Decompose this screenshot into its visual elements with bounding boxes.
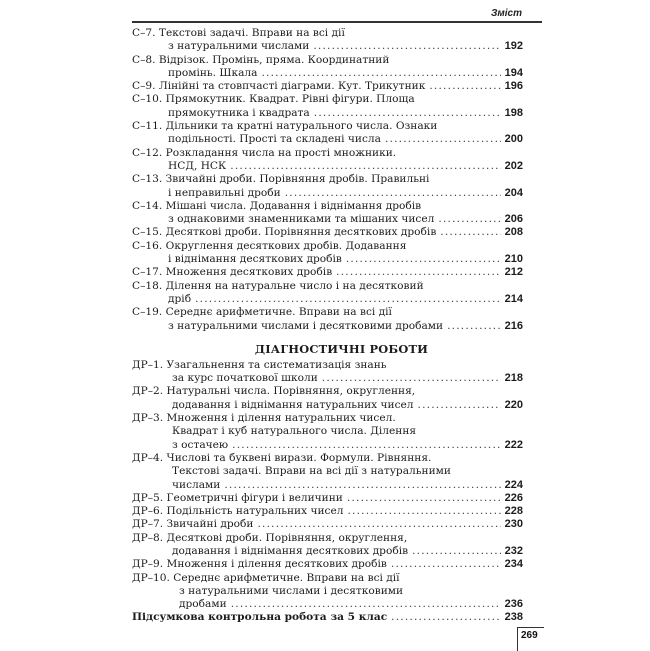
toc-entry-title: Множення і ділення десяткових дробів xyxy=(166,558,387,571)
toc-entry-title: Десяткові дроби. Порівняння десяткових дробів xyxy=(165,226,437,239)
toc-entry-label: С–11. xyxy=(132,120,163,133)
toc-entry[interactable] xyxy=(132,120,523,147)
dot-leader xyxy=(230,160,500,173)
toc-entry[interactable] xyxy=(132,572,523,612)
dot-leader xyxy=(447,320,501,333)
toc-entry[interactable] xyxy=(132,226,523,239)
dot-leader xyxy=(231,598,501,611)
toc-entry-title: Ділення на натуральне число і на десятковий xyxy=(165,279,424,292)
toc-page-number[interactable]: 216 xyxy=(504,319,523,332)
toc-entry-label: ДР–10. xyxy=(132,571,170,584)
dot-leader xyxy=(346,253,501,266)
toc-entry-label: ДР–2. xyxy=(132,385,164,398)
toc-entry-line xyxy=(132,160,523,173)
toc-entry-line xyxy=(132,412,523,425)
toc-entry-line xyxy=(132,439,523,452)
toc-entry-label: ДР–5. xyxy=(132,491,164,504)
toc-entry-line xyxy=(132,173,523,186)
dot-leader xyxy=(440,226,500,239)
toc-entry-label: С–18. xyxy=(132,279,163,292)
dot-leader xyxy=(224,479,500,492)
toc-entry-line xyxy=(132,372,523,385)
toc-entry-title: Натуральні числа. Порівняння, округлення, xyxy=(166,385,416,398)
toc-page-number[interactable]: 210 xyxy=(504,253,523,266)
toc-entry-title: з натуральними числами і десятковими xyxy=(179,584,404,597)
header-rule xyxy=(132,21,542,23)
toc-page-number[interactable]: 238 xyxy=(504,611,523,624)
toc-entry-title: Звичайні дроби xyxy=(166,518,254,531)
toc-entry-label: С–10. xyxy=(132,93,163,106)
toc-entry-title: Підсумкова контрольна робота за 5 клас xyxy=(132,611,388,624)
toc-page-number[interactable]: 220 xyxy=(504,398,523,411)
dot-leader xyxy=(412,545,501,558)
toc-entry-label: С–19. xyxy=(132,306,163,319)
toc-entry-line xyxy=(132,147,523,160)
toc-entry-line xyxy=(132,465,523,478)
toc-entry-line xyxy=(132,27,523,40)
toc-page-number[interactable]: 206 xyxy=(504,213,523,226)
toc-entry-title: за курс початкової школи xyxy=(172,372,318,385)
toc-entry-line xyxy=(132,120,523,133)
toc-entry-label: ДР–6. xyxy=(132,505,164,518)
dot-leader xyxy=(313,40,500,53)
toc-entry-line xyxy=(132,240,523,253)
dot-leader xyxy=(336,266,500,279)
toc-entry-line xyxy=(132,93,523,106)
toc-entry[interactable] xyxy=(132,54,523,81)
toc-entry[interactable] xyxy=(132,558,523,571)
toc-entry-line xyxy=(132,452,523,465)
dot-leader xyxy=(438,213,500,226)
toc-entry-line xyxy=(132,545,523,558)
toc-page-number[interactable]: 194 xyxy=(504,66,523,79)
toc-entry-line xyxy=(132,598,523,611)
toc-entry[interactable] xyxy=(132,412,523,452)
toc-entry-title: прямокутника і квадрата xyxy=(168,106,310,119)
toc-page-number[interactable]: 192 xyxy=(504,40,523,53)
page-number-box xyxy=(517,627,544,651)
toc-entry-title: дріб xyxy=(168,292,192,305)
toc-entry-line xyxy=(132,133,523,146)
toc-entry-title: з натуральними числами і десятковими дробами xyxy=(168,319,444,332)
toc-entry[interactable] xyxy=(132,306,523,333)
toc-entry-title: числами xyxy=(172,478,221,491)
toc-page-number[interactable]: 228 xyxy=(504,505,523,518)
toc-entry-title: Прямокутник. Квадрат. Рівні фігури. Площа xyxy=(165,93,415,106)
toc-entry[interactable] xyxy=(132,173,523,200)
toc-entry-title: Розкладання числа на прості множники. xyxy=(165,146,397,159)
dot-leader xyxy=(314,107,501,120)
toc-entry-title: Подільність натуральних чисел xyxy=(166,505,344,518)
dot-leader xyxy=(418,399,501,412)
toc-entry-label: ДР–4. xyxy=(132,451,164,464)
toc-entry[interactable] xyxy=(132,280,523,307)
toc-entry-title: додавання і віднімання десяткових дробів xyxy=(172,544,409,557)
toc-entry[interactable] xyxy=(132,200,523,227)
page-number: 269 xyxy=(521,630,538,641)
toc-page-number[interactable]: 196 xyxy=(504,80,523,93)
toc-entry-label: ДР–3. xyxy=(132,412,164,425)
table-of-contents xyxy=(132,27,523,625)
toc-entry-title: з остачею xyxy=(172,438,229,451)
toc-entry-line xyxy=(132,306,523,319)
toc-page-number[interactable]: 218 xyxy=(504,372,523,385)
toc-entry-title: Множення десяткових дробів xyxy=(165,266,333,279)
toc-entry[interactable] xyxy=(132,93,523,120)
toc-entry-line xyxy=(132,479,523,492)
toc-entry[interactable] xyxy=(132,359,523,386)
toc-entry-title: дробами xyxy=(179,598,227,611)
toc-entry-line xyxy=(132,40,523,53)
toc-entry-line xyxy=(132,399,523,412)
toc-page-number[interactable]: 200 xyxy=(504,133,523,146)
toc-page-number[interactable]: 222 xyxy=(504,438,523,451)
toc-entry-line xyxy=(132,585,523,598)
toc-entry-label: С–7. xyxy=(132,27,156,39)
toc-entry-label: С–17. xyxy=(132,266,163,279)
toc-entry-line xyxy=(132,505,523,518)
toc-entry-title: Округлення десяткових дробів. Додавання xyxy=(165,239,407,252)
toc-entry-title: Текстові задачі. Вправи на всі дії з натуральними xyxy=(172,465,451,478)
toc-entry-title: НСД, НСК xyxy=(168,159,227,172)
toc-entry-line xyxy=(132,518,523,531)
toc-entry-label: ДР–9. xyxy=(132,558,164,571)
dot-leader xyxy=(391,558,501,571)
toc-entry-line xyxy=(132,187,523,200)
toc-entry-label: С–16. xyxy=(132,239,163,252)
toc-page-number[interactable]: 226 xyxy=(504,491,523,504)
toc-entry-line xyxy=(132,425,523,438)
toc-entry-title: промінь. Шкала xyxy=(168,66,258,79)
toc-page-number[interactable]: 202 xyxy=(504,159,523,172)
toc-entry-line xyxy=(132,107,523,120)
toc-entry-line xyxy=(132,558,523,571)
toc-entry-line xyxy=(132,200,523,213)
dot-leader xyxy=(285,187,501,200)
toc-page-number[interactable]: 208 xyxy=(504,226,523,239)
toc-entry-title: Середнє арифметичне. Вправи на всі дії xyxy=(173,571,400,584)
toc-entry-title: Дільники та кратні натурального числа. Ознаки xyxy=(165,120,438,133)
section-heading: ДІАГНОСТИЧНІ РОБОТИ xyxy=(254,341,429,356)
toc-entry[interactable] xyxy=(132,80,523,93)
toc-entry-line xyxy=(132,320,523,333)
toc-entry-final[interactable] xyxy=(132,611,523,624)
dot-leader xyxy=(347,492,501,505)
dot-leader xyxy=(232,439,501,452)
toc-entry-line xyxy=(132,492,523,505)
toc-entry-title: Середнє арифметичне. Вправи на всі дії xyxy=(165,306,392,319)
toc-page-number[interactable]: 234 xyxy=(504,558,523,571)
toc-entry-line xyxy=(132,359,523,372)
toc-page-number[interactable]: 230 xyxy=(504,518,523,531)
toc-page-number[interactable]: 236 xyxy=(504,598,523,611)
toc-entry-title: Лінійні та стовпчасті діаграми. Кут. Трикутник xyxy=(158,80,426,93)
toc-entry-line xyxy=(132,54,523,67)
toc-entry[interactable] xyxy=(132,505,523,518)
toc-entry-label: ДР–1. xyxy=(132,358,164,371)
dot-leader xyxy=(391,611,500,624)
toc-entry[interactable] xyxy=(132,492,523,505)
toc-entry-title: Мішані числа. Додавання і віднімання дробів xyxy=(165,199,422,212)
toc-entry-label: С–13. xyxy=(132,173,163,186)
toc-entry-line xyxy=(132,572,523,585)
toc-entry-title: з натуральними числами xyxy=(168,40,310,53)
toc-entry-title: Геометричні фігури і величини xyxy=(166,491,343,504)
toc-page-number[interactable]: 224 xyxy=(504,478,523,491)
toc-entry-title: Квадрат і куб натурального числа. Ділення xyxy=(172,425,417,438)
toc-entry-line xyxy=(132,611,523,624)
toc-entry-line xyxy=(132,266,523,279)
dot-leader xyxy=(261,67,500,80)
dot-leader xyxy=(257,518,500,531)
toc-entry-title: з однаковими знаменниками та мішаних чисел xyxy=(168,213,435,226)
toc-entry[interactable] xyxy=(132,147,523,174)
dot-leader xyxy=(429,80,500,93)
dot-leader xyxy=(195,293,501,306)
dot-leader xyxy=(385,133,501,146)
toc-entry-title: Десяткові дроби. Порівняння, округлення, xyxy=(166,531,408,544)
toc-entry-label: С–14. xyxy=(132,199,163,212)
toc-entry-label: С–8. xyxy=(132,53,156,66)
dot-leader xyxy=(347,505,500,518)
toc-entry-line xyxy=(132,293,523,306)
toc-page-number[interactable]: 204 xyxy=(504,186,523,199)
toc-entry-title: Узагальнення та систематизація знань xyxy=(166,358,387,371)
toc-entry-line xyxy=(132,385,523,398)
toc-entry-title: подільності. Прості та складені числа xyxy=(168,133,381,146)
toc-entry-title: Звичайні дроби. Порівняння дробів. Правильні xyxy=(165,173,430,186)
toc-entry[interactable] xyxy=(132,518,523,531)
toc-entry[interactable] xyxy=(132,266,523,279)
toc-entry-label: С–12. xyxy=(132,146,163,159)
toc-page-number[interactable]: 212 xyxy=(504,266,523,279)
toc-entry-label: ДР–7. xyxy=(132,518,164,531)
toc-entry-line xyxy=(132,213,523,226)
toc-entry-label: С–15. xyxy=(132,226,163,239)
toc-entry-title: і неправильні дроби xyxy=(168,186,281,199)
toc-entry-label: С–9. xyxy=(132,80,156,93)
toc-page-number[interactable]: 214 xyxy=(504,292,523,305)
toc-page-number[interactable]: 232 xyxy=(504,544,523,557)
toc-entry-line xyxy=(132,532,523,545)
toc-entry-line xyxy=(132,67,523,80)
toc-entry-line xyxy=(132,280,523,293)
toc-entry-line xyxy=(132,226,523,239)
toc-entry[interactable] xyxy=(132,452,523,492)
toc-page-number[interactable]: 198 xyxy=(504,106,523,119)
toc-entry-title: Відрізок. Промінь, пряма. Координатний xyxy=(158,53,390,66)
toc-entry[interactable] xyxy=(132,385,523,412)
toc-entry-title: Текстові задачі. Вправи на всі дії xyxy=(158,27,345,39)
toc-entry-line xyxy=(132,80,523,93)
header-title: Зміст xyxy=(490,8,522,19)
toc-entry-title: і віднімання десяткових дробів xyxy=(168,253,342,266)
dot-leader xyxy=(322,372,501,385)
toc-entry-label: ДР–8. xyxy=(132,531,164,544)
toc-entry[interactable] xyxy=(132,240,523,267)
toc-entry[interactable] xyxy=(132,532,523,559)
toc-entry-title: Множення і ділення натуральних чисел. xyxy=(166,412,396,425)
running-header xyxy=(132,6,542,22)
toc-entry-title: Числові та буквені вирази. Формули. Рівняння. xyxy=(166,451,432,464)
toc-entry-title: додавання і віднімання натуральних чисел xyxy=(172,398,414,411)
toc-entry[interactable] xyxy=(132,27,523,54)
toc-entry-line xyxy=(132,253,523,266)
